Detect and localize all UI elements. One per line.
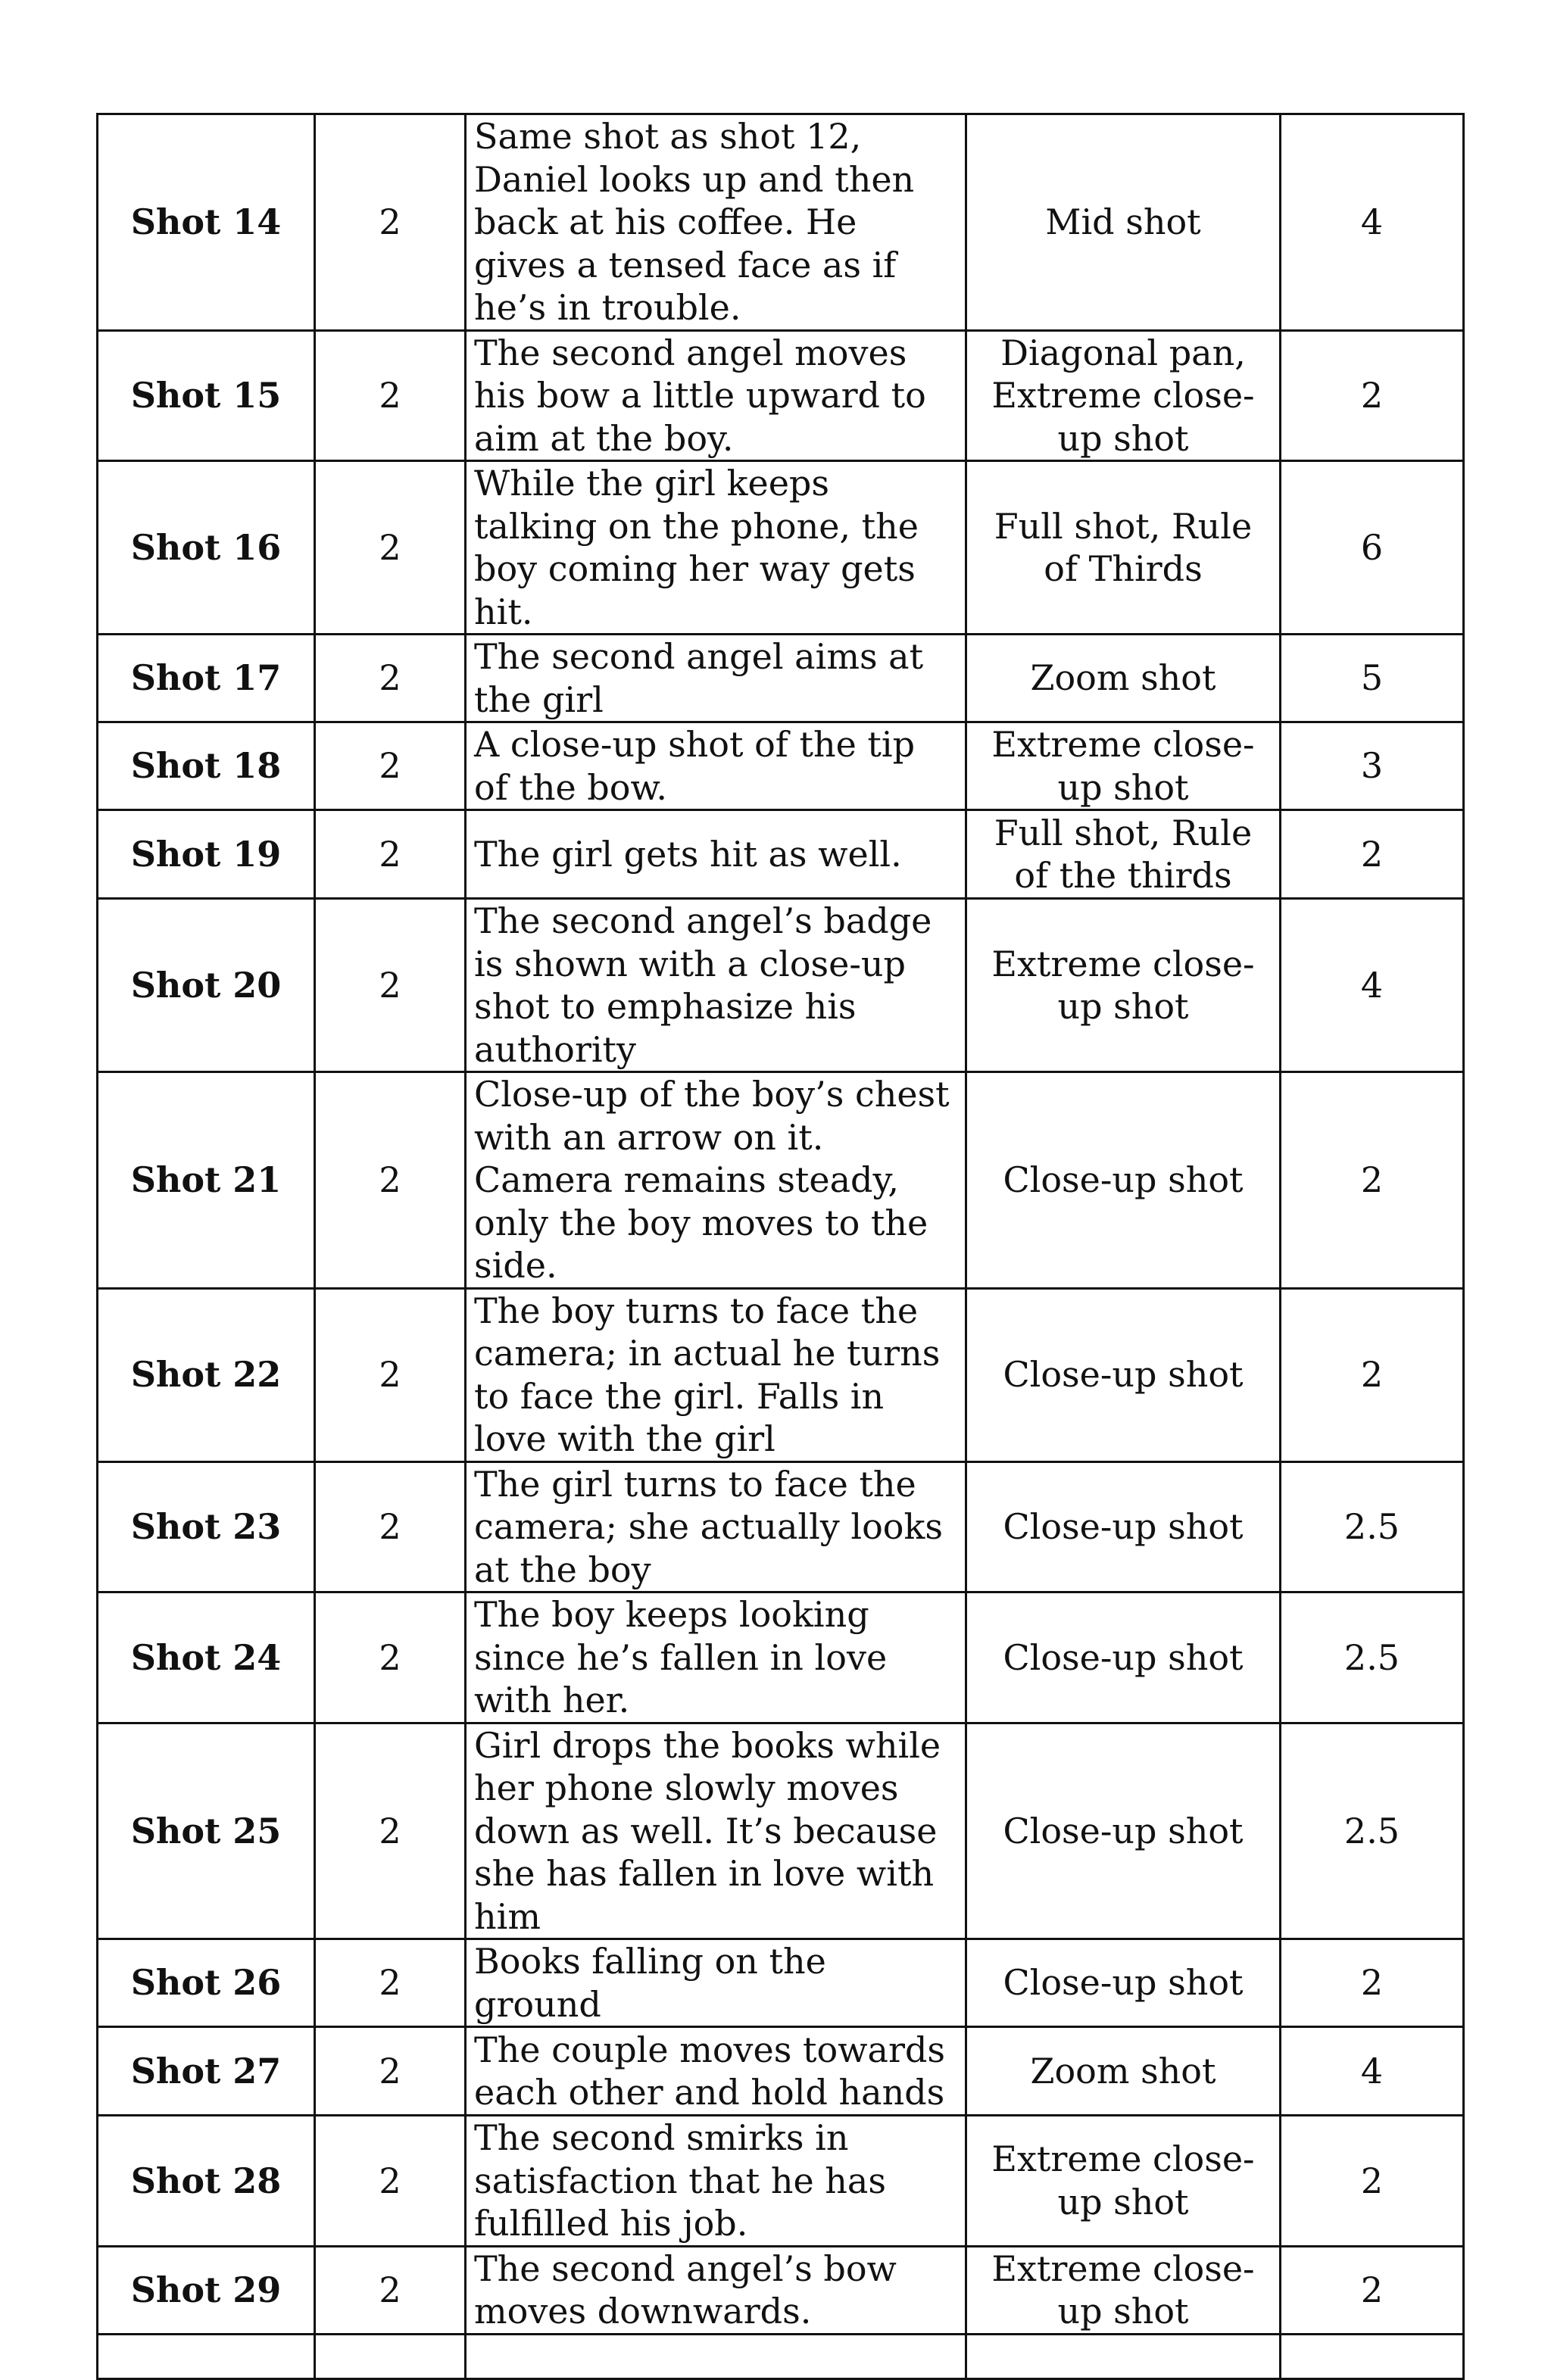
table-row: [98, 2246, 1464, 2334]
camera-cell: Zoom shot: [966, 2027, 1281, 2116]
duration-cell: 4: [1281, 114, 1464, 331]
table-row: [98, 114, 1464, 331]
scene-cell: 2: [315, 1592, 466, 1723]
scene-cell: 2: [315, 1288, 466, 1461]
empty-cell: [966, 2334, 1281, 2378]
table-row: [98, 461, 1464, 635]
shot-cell: Shot 28: [98, 2116, 315, 2247]
description-cell: Close-up of the boy’s chest with an arrow on it. Camera remains steady, only the boy moves to the side.: [466, 1072, 966, 1289]
empty-cell: [1281, 2334, 1464, 2378]
description-cell: The girl gets hit as well.: [466, 810, 966, 899]
camera-cell: Extreme close-up shot: [966, 722, 1281, 810]
scene-cell: 2: [315, 1723, 466, 1939]
camera-cell: Close-up shot: [966, 1723, 1281, 1939]
table-row: [98, 1939, 1464, 2027]
shot-cell: Shot 16: [98, 461, 315, 635]
camera-cell: Close-up shot: [966, 1939, 1281, 2027]
duration-cell: 4: [1281, 2027, 1464, 2116]
scene-cell: 2: [315, 899, 466, 1072]
scene-cell: 2: [315, 1939, 466, 2027]
camera-cell: Extreme close-up shot: [966, 2116, 1281, 2247]
shot-cell: Shot 18: [98, 722, 315, 810]
shot-cell: Shot 20: [98, 899, 315, 1072]
table-row: [98, 635, 1464, 722]
scene-cell: 2: [315, 330, 466, 461]
description-cell: Books falling on the ground: [466, 1939, 966, 2027]
camera-cell: Mid shot: [966, 114, 1281, 331]
duration-cell: 2.5: [1281, 1592, 1464, 1723]
table-row: [98, 330, 1464, 461]
camera-cell: Close-up shot: [966, 1592, 1281, 1723]
description-cell: Same shot as shot 12, Daniel looks up and then back at his coffee. He gives a tensed face as if he’s in trouble.: [466, 114, 966, 331]
description-cell: The second angel’s bow moves downwards.: [466, 2246, 966, 2334]
duration-cell: 3: [1281, 722, 1464, 810]
camera-cell: Zoom shot: [966, 635, 1281, 722]
shot-cell: Shot 25: [98, 1723, 315, 1939]
scene-cell: 2: [315, 2116, 466, 2247]
shot-list-table: [96, 113, 1465, 2380]
duration-cell: 5: [1281, 635, 1464, 722]
duration-cell: 2.5: [1281, 1723, 1464, 1939]
scene-cell: 2: [315, 1461, 466, 1592]
table-row: [98, 1288, 1464, 1461]
description-cell: The second angel’s badge is shown with a close-up shot to emphasize his authority: [466, 899, 966, 1072]
duration-cell: 2: [1281, 2246, 1464, 2334]
shot-cell: Shot 29: [98, 2246, 315, 2334]
description-cell: A close-up shot of the tip of the bow.: [466, 722, 966, 810]
table-row: [98, 1723, 1464, 1939]
duration-cell: 2: [1281, 1939, 1464, 2027]
shot-cell: Shot 17: [98, 635, 315, 722]
shot-cell: Shot 26: [98, 1939, 315, 2027]
camera-cell: Extreme close-up shot: [966, 899, 1281, 1072]
duration-cell: 2: [1281, 810, 1464, 899]
duration-cell: 2.5: [1281, 1461, 1464, 1592]
description-cell: Girl drops the books while her phone slowly moves down as well. It’s because she has fallen in love with him: [466, 1723, 966, 1939]
shot-cell: Shot 24: [98, 1592, 315, 1723]
table-row: [98, 1461, 1464, 1592]
empty-cell: [98, 2334, 315, 2378]
duration-cell: 2: [1281, 330, 1464, 461]
scene-cell: 2: [315, 461, 466, 635]
scene-cell: 2: [315, 2027, 466, 2116]
description-cell: The second smirks in satisfaction that he has fulfilled his job.: [466, 2116, 966, 2247]
shot-cell: Shot 14: [98, 114, 315, 331]
description-cell: The couple moves towards each other and hold hands: [466, 2027, 966, 2116]
table-row: [98, 899, 1464, 1072]
camera-cell: Close-up shot: [966, 1072, 1281, 1289]
table-row: [98, 1592, 1464, 1723]
scene-cell: 2: [315, 722, 466, 810]
camera-cell: Close-up shot: [966, 1288, 1281, 1461]
camera-cell: Full shot, Rule of Thirds: [966, 461, 1281, 635]
shot-cell: Shot 19: [98, 810, 315, 899]
description-cell: The boy keeps looking since he’s fallen in love with her.: [466, 1592, 966, 1723]
duration-cell: 6: [1281, 461, 1464, 635]
description-cell: The second angel aims at the girl: [466, 635, 966, 722]
scene-cell: 2: [315, 810, 466, 899]
table-row: [98, 1072, 1464, 1289]
scene-cell: 2: [315, 635, 466, 722]
empty-table-row: [98, 2334, 1464, 2378]
description-cell: While the girl keeps talking on the phone, the boy coming her way gets hit.: [466, 461, 966, 635]
camera-cell: Extreme close-up shot: [966, 2246, 1281, 2334]
camera-cell: Diagonal pan, Extreme close-up shot: [966, 330, 1281, 461]
camera-cell: Full shot, Rule of the thirds: [966, 810, 1281, 899]
duration-cell: 4: [1281, 899, 1464, 1072]
table-row: [98, 722, 1464, 810]
table-row: [98, 810, 1464, 899]
empty-cell: [315, 2334, 466, 2378]
description-cell: The girl turns to face the camera; she actually looks at the boy: [466, 1461, 966, 1592]
camera-cell: Close-up shot: [966, 1461, 1281, 1592]
duration-cell: 2: [1281, 1288, 1464, 1461]
scene-cell: 2: [315, 2246, 466, 2334]
shot-cell: Shot 21: [98, 1072, 315, 1289]
scene-cell: 2: [315, 1072, 466, 1289]
description-cell: The second angel moves his bow a little upward to aim at the boy.: [466, 330, 966, 461]
shot-cell: Shot 22: [98, 1288, 315, 1461]
shot-cell: Shot 27: [98, 2027, 315, 2116]
table-row: [98, 2116, 1464, 2247]
scene-cell: 2: [315, 114, 466, 331]
duration-cell: 2: [1281, 1072, 1464, 1289]
shot-cell: Shot 23: [98, 1461, 315, 1592]
duration-cell: 2: [1281, 2116, 1464, 2247]
table-row: [98, 2027, 1464, 2116]
empty-cell: [466, 2334, 966, 2378]
description-cell: The boy turns to face the camera; in actual he turns to face the girl. Falls in love with the girl: [466, 1288, 966, 1461]
shot-cell: Shot 15: [98, 330, 315, 461]
